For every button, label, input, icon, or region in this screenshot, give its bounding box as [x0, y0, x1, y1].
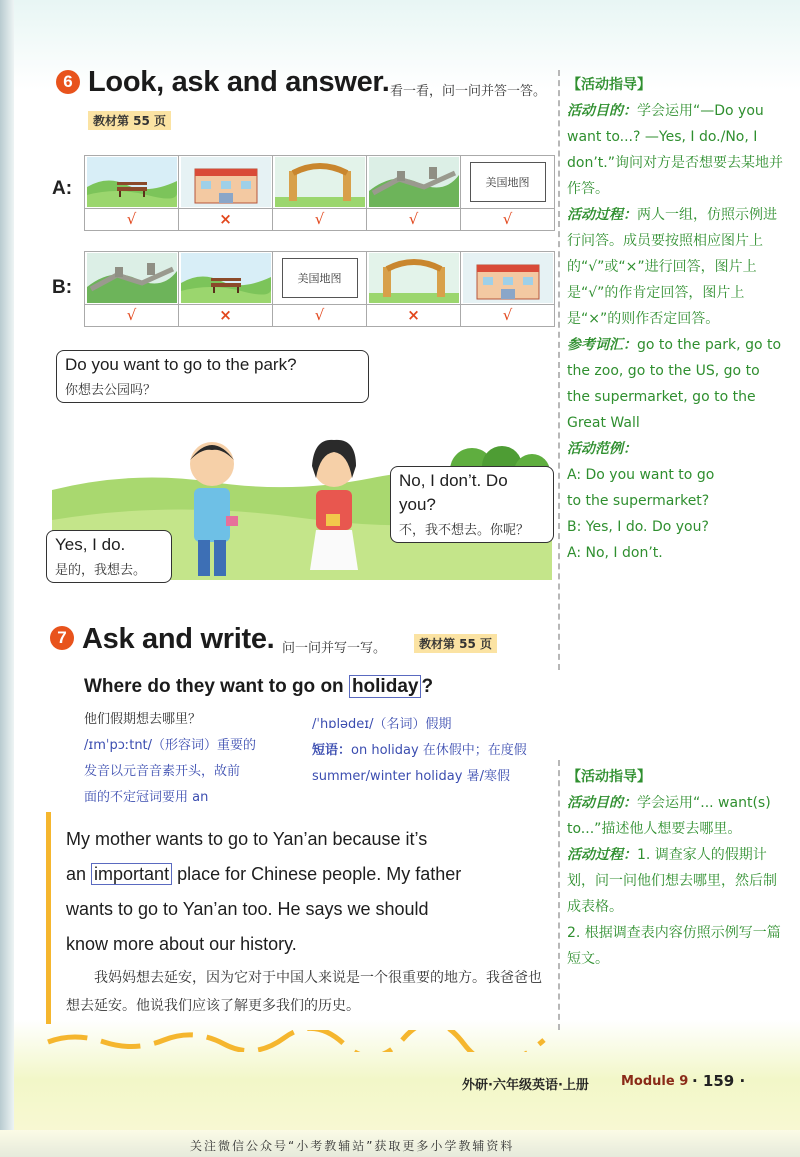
park-bench-picture — [179, 252, 272, 305]
column-divider-bottom — [558, 760, 560, 1030]
section-6-title-cn: 看一看，问一问并答一答。 — [390, 84, 547, 99]
sidebar-1-vocab-text: go to the park, go to the zoo, go to the US, go to the supermarket, go to the Great Wall — [567, 337, 782, 431]
us-map-label: 美国地图 — [282, 258, 358, 298]
sidebar-activity-guide-2 — [567, 764, 787, 972]
row-b-label: B: — [52, 277, 73, 298]
sidebar-activity-guide-1 — [567, 72, 787, 566]
sidebar-1-example-line: A: No, I don’t. — [567, 545, 663, 561]
row-b-cell — [461, 252, 554, 326]
cross-mark: × — [407, 306, 420, 324]
check-mark: √ — [408, 210, 419, 228]
note-important-line: 发音以元音音素开头，故前 — [84, 764, 241, 779]
section-7-title-cn: 问一问并写一写。 — [282, 641, 387, 656]
girl-reply-english-1: No, I don’t. Do — [399, 471, 508, 490]
passage-fragment: an — [66, 864, 92, 884]
note-important — [84, 733, 294, 811]
note-phrase-2: summer/winter holiday 暑/寒假 — [312, 769, 510, 784]
row-b-cell — [85, 252, 179, 326]
section-7-title: Ask and write. — [82, 623, 275, 655]
sidebar-1-process-text: 两人一组，仿照示例进行问答。成员要按照相应图片上的“√”或“×”进行回答，图片上是“√”的作肯定回答，图片上是“×”的则作否定回答。 — [567, 207, 777, 327]
note-phrase-label: 短语： — [312, 743, 352, 758]
passage-english — [66, 822, 546, 962]
row-b-cell — [367, 252, 461, 326]
note-important-line: 面的不定冠词要用 an — [84, 790, 209, 805]
cross-mark: × — [219, 210, 232, 228]
sidebar-1-process-label: 活动过程： — [567, 207, 637, 223]
keyword-holiday: holiday — [349, 675, 422, 698]
question-english: Do you want to go to the park? — [65, 355, 297, 374]
check-mark: √ — [314, 210, 325, 228]
sidebar-1-heading: 【活动指导】 — [567, 77, 651, 93]
row-b-cell — [179, 252, 273, 326]
check-mark: √ — [126, 210, 137, 228]
sidebar-1-example-line: B: Yes, I do. Do you? — [567, 519, 709, 535]
cross-mark: × — [219, 306, 232, 324]
sidebar-1-example-line: to the supermarket? — [567, 493, 710, 509]
great-wall-picture — [85, 252, 178, 305]
passage-line — [66, 857, 546, 892]
boy-speech-bubble — [46, 530, 172, 583]
note-holiday — [312, 712, 557, 790]
footer-module: Module 9 — [621, 1074, 689, 1089]
sidebar-1-vocab-label: 参考词汇： — [567, 337, 637, 353]
sidebar-1-goal-text: 学会运用“—Do you want to...? —Yes, I do./No, I don’t.”询问对方是否想要去某地并作答。 — [567, 103, 783, 197]
section-7-number: 7 — [50, 626, 74, 650]
check-mark: √ — [126, 306, 137, 324]
sidebar-2-process-text-2: 2. 根据调查表内容仿照示例写一篇短文。 — [567, 925, 781, 967]
note-important-line: /ɪmˈpɔːtnt/（形容词）重要的 — [84, 738, 257, 753]
row-a-cell — [461, 156, 554, 230]
sidebar-2-heading: 【活动指导】 — [567, 769, 651, 785]
section-7-page-ref: 教材第 55 页 — [414, 634, 497, 653]
row-a-cell — [179, 156, 273, 230]
section-6-title: Look, ask and answer. — [88, 66, 390, 98]
passage-fragment: place for Chinese people. My father — [172, 864, 462, 884]
question-speech-bubble — [56, 350, 369, 403]
section-6-number: 6 — [56, 70, 80, 94]
girl-reply-chinese: 不，我不想去。你呢？ — [399, 523, 530, 538]
boy-reply-chinese: 是的，我想去。 — [55, 563, 147, 578]
question-mark: ? — [421, 676, 434, 697]
sidebar-1-example-line: A: Do you want to go — [567, 467, 715, 483]
row-a-cell — [273, 156, 367, 230]
supermarket-picture — [461, 252, 554, 305]
passage-line: wants to go to Yan’an too. He says we should — [66, 899, 429, 919]
zoo-gate-picture — [367, 252, 460, 305]
girl-speech-bubble — [390, 466, 554, 543]
check-mark: √ — [314, 306, 325, 324]
row-a-cell — [367, 156, 461, 230]
park-bench-picture — [85, 156, 178, 209]
section-6-page-ref: 教材第 55 页 — [88, 111, 171, 130]
us-map-picture — [273, 252, 366, 305]
sidebar-2-goal-label: 活动目的： — [567, 795, 637, 811]
supermarket-picture — [179, 156, 272, 209]
passage-accent-bar — [46, 812, 51, 1024]
row-b-cell — [273, 252, 367, 326]
boy-reply-english: Yes, I do. — [55, 535, 126, 554]
note-holiday-phonetic: /ˈhɒlədeɪ/（名词）假期 — [312, 717, 452, 732]
row-a-cell — [85, 156, 179, 230]
question-chinese: 他们假期想去哪里？ — [84, 712, 202, 727]
keyword-important: important — [91, 863, 172, 885]
row-a-grid — [84, 155, 555, 231]
passage-line: know more about our history. — [66, 934, 297, 954]
footer-book-title: 外研·六年级英语·上册 — [462, 1078, 589, 1093]
row-b-grid — [84, 251, 555, 327]
sidebar-2-process-text-1: 1. 调查家人的假期计划，问一问他们想去哪里，然后制成表格。 — [567, 847, 777, 915]
page-edge — [0, 0, 14, 1157]
column-divider-top — [558, 70, 560, 670]
decorative-brush-stroke — [44, 1030, 549, 1052]
girl-reply-english-2: you? — [399, 495, 436, 514]
passage-chinese: 我妈妈想去延安，因为它对于中国人来说是一个很重要的地方。我爸爸也想去延安。他说我们应该了解更多我们的历史。 — [66, 970, 542, 1014]
example-passage — [46, 812, 551, 1032]
question-text: Where do they want to go on — [84, 676, 349, 697]
check-mark: √ — [502, 306, 513, 324]
us-map-picture — [461, 156, 554, 209]
check-mark: √ — [502, 210, 513, 228]
sidebar-2-process-label: 活动过程： — [567, 847, 637, 863]
footer-watermark: 关注微信公众号“小考教辅站”获取更多小学教辅资料 — [190, 1139, 515, 1153]
section-7-question — [84, 676, 433, 698]
great-wall-picture — [367, 156, 460, 209]
sidebar-1-example-label: 活动范例： — [567, 441, 637, 457]
row-a-label: A: — [52, 178, 73, 199]
zoo-gate-picture — [273, 156, 366, 209]
question-chinese: 你想去公园吗？ — [65, 383, 157, 398]
sidebar-2-goal-text: 学会运用“... want(s) to...”描述他人想要去哪里。 — [567, 795, 771, 837]
us-map-label: 美国地图 — [470, 162, 546, 202]
note-phrase-1: on holiday 在休假中；在度假 — [351, 743, 527, 758]
sidebar-1-goal-label: 活动目的： — [567, 103, 637, 119]
passage-line: My mother wants to go to Yan’an because it’s — [66, 829, 428, 849]
footer-page-number: · 159 · — [692, 1072, 746, 1090]
